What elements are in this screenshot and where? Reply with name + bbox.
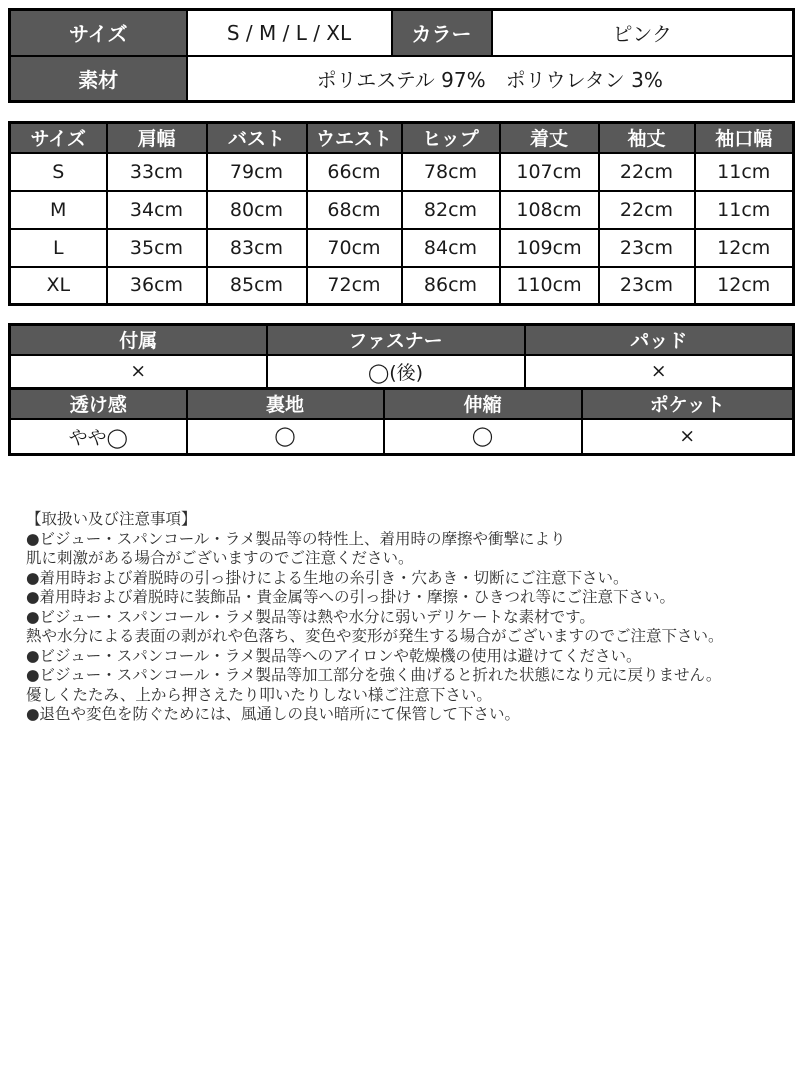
size-chart-cell: 78cm xyxy=(402,153,500,191)
info-size-value: S / M / L / XL xyxy=(187,10,392,56)
size-chart-cell: 109cm xyxy=(500,229,599,267)
care-note-line: ●ビジュー・スパンコール・ラメ製品等へのアイロンや乾燥機の使用は避けてください。 xyxy=(26,646,642,665)
size-chart-cell: 110cm xyxy=(500,267,599,305)
care-notes xyxy=(8,510,792,725)
size-chart-cell: 79cm xyxy=(207,153,307,191)
size-chart-cell: 33cm xyxy=(107,153,207,191)
size-chart-cell: S xyxy=(10,153,107,191)
spec-value-pad: × xyxy=(525,355,794,389)
size-chart-header: バスト xyxy=(207,123,307,153)
care-note-line: 熱や水分による表面の剥がれや色落ち、変色や変形が発生する場合がございますのでご注意下さい。 xyxy=(26,627,724,645)
care-note-line: ●ビジュー・スパンコール・ラメ製品等の特性上、着用時の摩擦や衝撃により xyxy=(26,529,566,548)
size-chart-cell: 34cm xyxy=(107,191,207,229)
size-chart-row-l xyxy=(10,229,794,267)
size-chart-cell: 70cm xyxy=(307,229,402,267)
spec-header-sheerness: 透け感 xyxy=(10,389,187,419)
care-note-line: ●退色や変色を防ぐためには、風通しの良い暗所にて保管して下さい。 xyxy=(26,705,521,723)
size-chart-header: 肩幅 xyxy=(107,123,207,153)
size-chart-cell: 107cm xyxy=(500,153,599,191)
spec-value-fastener: ◯(後) xyxy=(267,355,525,389)
size-chart-table xyxy=(8,121,795,306)
size-chart-cell: 23cm xyxy=(599,229,695,267)
size-chart-cell: XL xyxy=(10,267,107,305)
size-chart-header: ヒップ xyxy=(402,123,500,153)
size-chart-cell: 83cm xyxy=(207,229,307,267)
spec-header-stretch: 伸縮 xyxy=(384,389,582,419)
size-chart-row-m xyxy=(10,191,794,229)
size-chart-header: ウエスト xyxy=(307,123,402,153)
size-chart-row-s xyxy=(10,153,794,191)
care-note-line: 肌に刺激がある場合がございますのでご注意ください。 xyxy=(26,549,414,567)
size-chart-cell: L xyxy=(10,229,107,267)
info-material-value: ポリエステル 97% ポリウレタン 3% xyxy=(187,56,794,102)
size-chart-cell: 84cm xyxy=(402,229,500,267)
care-note-line: ●着用時および着脱時の引っ掛けによる生地の糸引き・穴あき・切断にご注意下さい。 xyxy=(26,568,629,587)
size-chart-header: 着丈 xyxy=(500,123,599,153)
size-chart-header: サイズ xyxy=(10,123,107,153)
size-chart-cell: M xyxy=(10,191,107,229)
info-material-label: 素材 xyxy=(10,56,187,102)
spec-header-pad: パッド xyxy=(525,325,794,355)
size-chart-cell: 82cm xyxy=(402,191,500,229)
size-chart-cell: 12cm xyxy=(695,267,794,305)
size-chart-cell: 68cm xyxy=(307,191,402,229)
size-chart-cell: 22cm xyxy=(599,153,695,191)
size-chart-cell: 86cm xyxy=(402,267,500,305)
info-color-label: カラー xyxy=(392,10,492,56)
info-color-value: ピンク xyxy=(492,10,794,56)
size-chart-cell: 80cm xyxy=(207,191,307,229)
care-note-line: ●ビジュー・スパンコール・ラメ製品等は熱や水分に弱いデリケートな素材です。 xyxy=(26,607,595,626)
size-chart-cell: 108cm xyxy=(500,191,599,229)
size-chart-header: 袖口幅 xyxy=(695,123,794,153)
spec-header-accessory: 付属 xyxy=(10,325,267,355)
size-chart-cell: 11cm xyxy=(695,191,794,229)
spec-header-pocket: ポケット xyxy=(582,389,794,419)
spec-value-stretch: ◯ xyxy=(384,419,582,455)
spec-value-sheerness: やや◯ xyxy=(10,419,187,455)
spec-value-accessory: × xyxy=(10,355,267,389)
care-note-line: ●ビジュー・スパンコール・ラメ製品等加工部分を強く曲げると折れた状態になり元に戻りません。 xyxy=(26,666,722,684)
size-chart-cell: 23cm xyxy=(599,267,695,305)
info-size-label: サイズ xyxy=(10,10,187,56)
spec-table-fabric xyxy=(8,387,795,456)
care-note-line: ●着用時および着脱時に装飾品・貴金属等への引っ掛け・摩擦・ひきつれ等にご注意下さい。 xyxy=(26,588,676,606)
size-chart-cell: 11cm xyxy=(695,153,794,191)
care-notes-title: 【取扱い及び注意事項】 xyxy=(26,510,197,528)
size-chart-row-xl xyxy=(10,267,794,305)
spec-table-attachments xyxy=(8,323,795,390)
care-note-line: 優しくたたみ、上から押さえたり叩いたりしない様ご注意下さい。 xyxy=(26,685,492,704)
spec-value-pocket: × xyxy=(582,419,794,455)
size-chart-cell: 36cm xyxy=(107,267,207,305)
size-chart-cell: 66cm xyxy=(307,153,402,191)
size-chart-header: 袖丈 xyxy=(599,123,695,153)
size-chart-cell: 72cm xyxy=(307,267,402,305)
spec-header-fastener: ファスナー xyxy=(267,325,525,355)
size-chart-cell: 12cm xyxy=(695,229,794,267)
size-chart-cell: 85cm xyxy=(207,267,307,305)
product-info-table xyxy=(8,8,795,103)
size-chart-cell: 22cm xyxy=(599,191,695,229)
spec-header-lining: 裏地 xyxy=(187,389,384,419)
spec-value-lining: ◯ xyxy=(187,419,384,455)
size-chart-cell: 35cm xyxy=(107,229,207,267)
